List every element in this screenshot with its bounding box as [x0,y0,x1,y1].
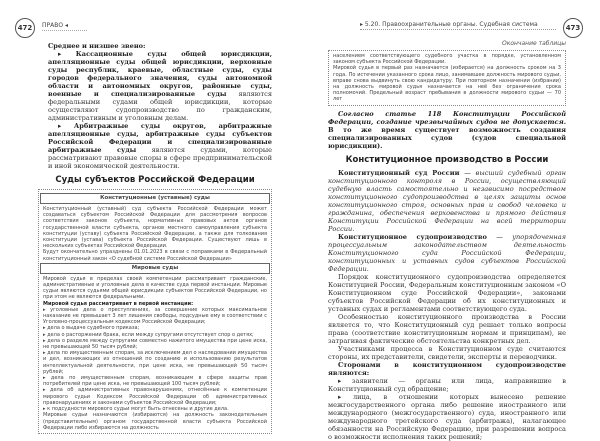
list-item: ▸ уголовные дела о преступлениях, за совершение которых максимальное наказание не превышает 3 лет лишения свободы, подсудные ему в соответствии с Уголовно-процессуальным кодексом Российской Федерации; [43,306,267,326]
body-text [328,110,566,150]
paragraph [48,122,272,170]
table-cell: Мировые судьи назначаются (избираются) на должность законодательным (представительным) органом государственной власти субъекта Российской Федерации либо избираются на должность [43,412,267,431]
courts-table-end [328,50,566,106]
section-heading: Конституционное производство в России [345,154,549,165]
paragraph-heading: Сторонами в конституционном судопроизводстве являются: [328,360,566,377]
body-text [328,169,566,441]
table-title: Суды субъектов Российской Федерации [55,175,255,185]
table-cell: Конституционный (уставный) суд субъекта Российской Федерации может создаваться субъектом Российской Федерации для рассмотрения вопросов соответствия законов субъекта, нормативных правовых актов органов государственной власти субъекта, органов местного самоуправления субъекта конституции (уставу) субъекта Российской Федерации, а также для толкования конституции (устава) субъекта Российской Федерации. Существуют лишь в нескольких субъектах Российской Федерации. [43,206,267,250]
list-item: ▸ дела о разделе между супругами совместно нажитого имущества при цене иска, не превышающей 50 тысяч рублей; [43,337,267,351]
table-continuation-note: Окончание таблицы [501,40,566,47]
left-page [0,0,300,435]
running-head: ПРАВО ◂ [42,22,87,31]
page-number: 473 [563,18,583,38]
right-content [328,40,566,441]
paragraph: Порядок конституционного судопроизводства определяется Конституцией России, Федеральным конституционным законом «О Конституционном суде Российской Федерации», законами субъектов Российской Федерации об их конституционных и уставных судах и регламентами соответствующего суда. [328,272,566,313]
bold-term: ▸ Кассационные суды общей юрисдикции, апелляционные суды общей юрисдикции, верховные суды республик, краевые, областные суды, суды городов федерального значения, суды автономной области и автономных округов, районные суды, военные и специализированные суды [48,50,272,98]
page-number: 472 [15,18,35,38]
paragraph: Особенностью конституционного производства в России является то, что Конституционный суд решает только вопросы права (соответствие конституционным нормам и принципам), не затрагивая фактические обстоятельства конкретных дел. [328,312,566,345]
paragraph [328,233,566,273]
paragraph [328,169,566,233]
table-header: Мировые суды [40,263,270,274]
list-item: ▸ лица, в отношении которых вынесено решение межгосударственного органа либо решение иностранного или международного (межгосударственного) суда, иностранного или международного третейского суда (арбитража), налагающее обязанности на Российскую Федерацию, при разрешении вопроса о возможности исполнения таких решений; [328,392,566,441]
paragraph [48,50,272,122]
paragraph: Участниками процесса в Конституционном суде считаются стороны, их представители, свидетели, эксперты и переводчики. [328,344,566,361]
text: являются судами, которые рассматривают правовые споры в сфере предпринимательской и иной экономической деятельности. [48,146,273,170]
table-cell: Мировой судья в первый раз назначается (избирается) на должность сроком на 3 года. По истечении указанного срока лицо, занимавшее должность мирового судьи, вправе снова выдвинуть свою кандидатуру. При повторном назначении (избрании) на должность мировой судья назначается на неё без ограничения срока полномочий. Предельный возраст пребывания в должности мирового судьи — 70 лет [333,65,561,103]
bold-term: ▸ Арбитражные суды округов, арбитражные апелляционные суды, арбитражные суды субъектов Российской Федерации и специализированные арбитражные суды [48,122,272,154]
list-item: ▸ дела по имущественным спорам, возникающим в сфере защиты прав потребителей при цене иска, не превышающей 100 тысяч рублей; [43,375,267,388]
body-text [38,42,272,170]
table-subheading: Мировой судья рассматривает в первой инстанции: [43,300,194,307]
paragraph [328,110,566,150]
table-header: Конституционные (уставные) суды [40,193,270,204]
bold-term: Конституционное судопроизводство [338,232,487,241]
text: В то же время существует возможность создания специализированных судов (судов специальной юрисдикции). [328,125,566,150]
bold-term: Конституционный суд России [338,168,460,177]
table-cell: Мировой судья в пределах своей компетенции рассматривает гражданские, административные и уголовные дела в качестве суда первой инстанции. Мировые судьи являются судьями общей юрисдикции субъектов Российской Федерации, но при этом не являются федеральными. [43,275,267,301]
list-item: ▸ дела о расторжении брака, если между супругами отсутствует спор о детях; [43,331,254,338]
text: являются федеральными судами общей юрисдикции, которые осуществляют судопроизводство по гражданским, административным и уголовным делам. [48,90,272,122]
running-head: ▸ 5.20. Правоохранительные органы. Судебная система [360,21,556,30]
list-item: ▸ дела о выдаче судебного приказа; [43,325,140,332]
italic-text: Согласно статье 118 Конституции Российской Федерации, создание чрезвычайных судов не допускается. [328,109,566,126]
section-label: Среднее и низшее звено: [48,42,146,50]
list-item: ▸ дела об административных правонарушениях, отнесённые к компетенции мирового судьи Кодексом Российской Федерации об административных правонарушениях и законами субъектов Российской Федерации; [43,387,267,406]
right-page [300,0,600,441]
definition: — высший судебный орган конституционного контроля в России, осуществляющий судебную власть самостоятельно и независимо посредством конституционного судопроизводства в целях защиты основ конституционного строя, основных прав и свобод человека и гражданина, обеспечения верховенства и прямого действия Конституции Российской Федерации на всей территории России. [328,168,566,233]
left-content [38,42,272,434]
table-cell: Будут окончательно упразднены 01.01.2023 в связи с поправками в Федеральный конституционный закон «О судебной системе Российской Федерации» [43,249,267,262]
table-cell: населением соответствующего судебного участка в порядке, установленном законом субъекта Российской Федерации. [333,53,561,66]
courts-table [38,189,272,434]
definition: — упорядоченная процессуальным законодательством деятельность Конституционного суда Российской Федерации, конституционных и уставных судов субъектов Российской Федерации. [328,232,566,273]
list-item: ▸ дела по имущественным спорам, за исключением дел о наследовании имущества и дел, возникающих из отношений по созданию и использованию результатов интеллектуальной деятельности, при цене иска, не превышающей 50 тысяч рублей; [43,350,267,375]
list-item: ▸ заявители — органы или лица, направившие в Конституционный суд обращение; [328,376,566,393]
list-item: ▸ к подсудности мирового судьи могут быть отнесены и другие дела. [43,406,229,413]
